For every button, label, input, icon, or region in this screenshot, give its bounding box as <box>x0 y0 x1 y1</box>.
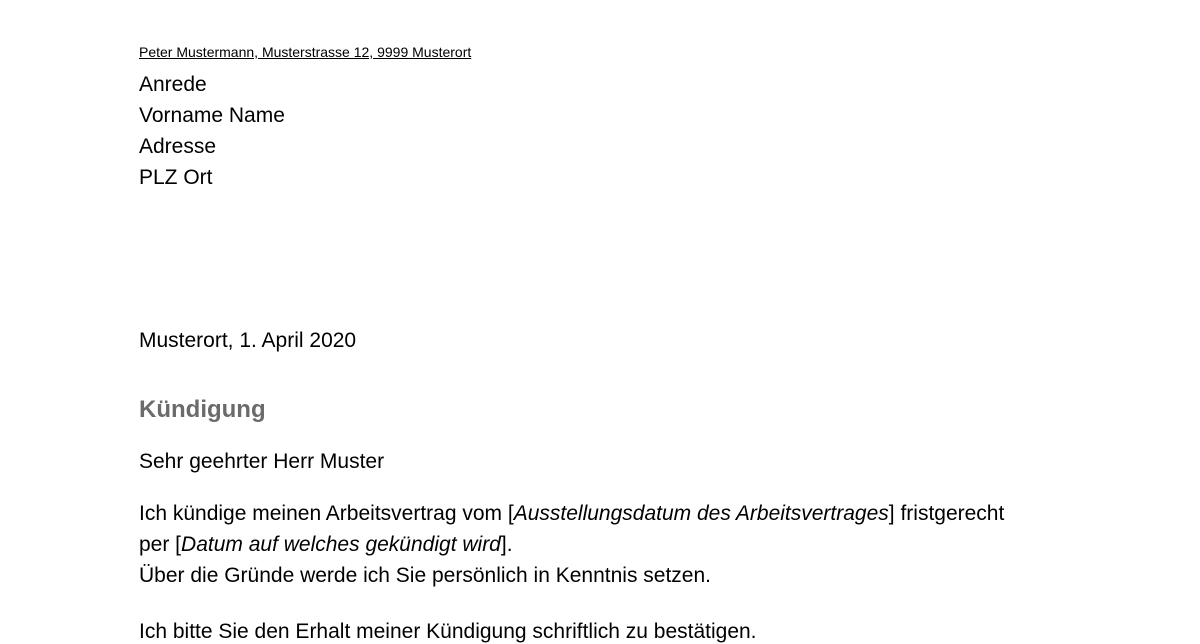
body-text-segment: per [ <box>139 533 182 556</box>
placeholder-contract-date: Ausstellungsdatum des Arbeitsvertrages <box>513 502 889 525</box>
subject-heading: Kündigung <box>139 396 266 423</box>
body-text-segment: ] fristgerecht <box>888 502 1005 525</box>
recipient-name-field: Vorname Name <box>139 104 285 127</box>
body-line-1 <box>139 498 1079 529</box>
sender-address-line: Peter Mustermann, Musterstrasse 12, 9999 Musterort <box>139 44 472 60</box>
recipient-address-field: Adresse <box>139 135 217 158</box>
body-paragraph-partial: Ich bitte Sie den Erhalt meiner Kündigung schriftlich zu bestätigen. <box>139 620 757 643</box>
letter-salutation: Sehr geehrter Herr Muster <box>139 450 385 473</box>
recipient-salutation-field: Anrede <box>139 73 207 96</box>
placeholder-termination-date: Datum auf welches gekündigt wird <box>181 533 501 556</box>
body-line-3: Über die Gründe werde ich Sie persönlich in Kenntnis setzen. <box>139 564 711 587</box>
body-text-segment: ]. <box>500 533 513 556</box>
recipient-address-block <box>139 69 285 193</box>
date-line: Musterort, 1. April 2020 <box>139 329 357 352</box>
recipient-city-field: PLZ Ort <box>139 166 213 189</box>
body-paragraph <box>139 498 1079 591</box>
body-line-2 <box>139 529 1079 560</box>
body-text-segment: Ich kündige meinen Arbeitsvertrag vom [ <box>139 502 514 525</box>
